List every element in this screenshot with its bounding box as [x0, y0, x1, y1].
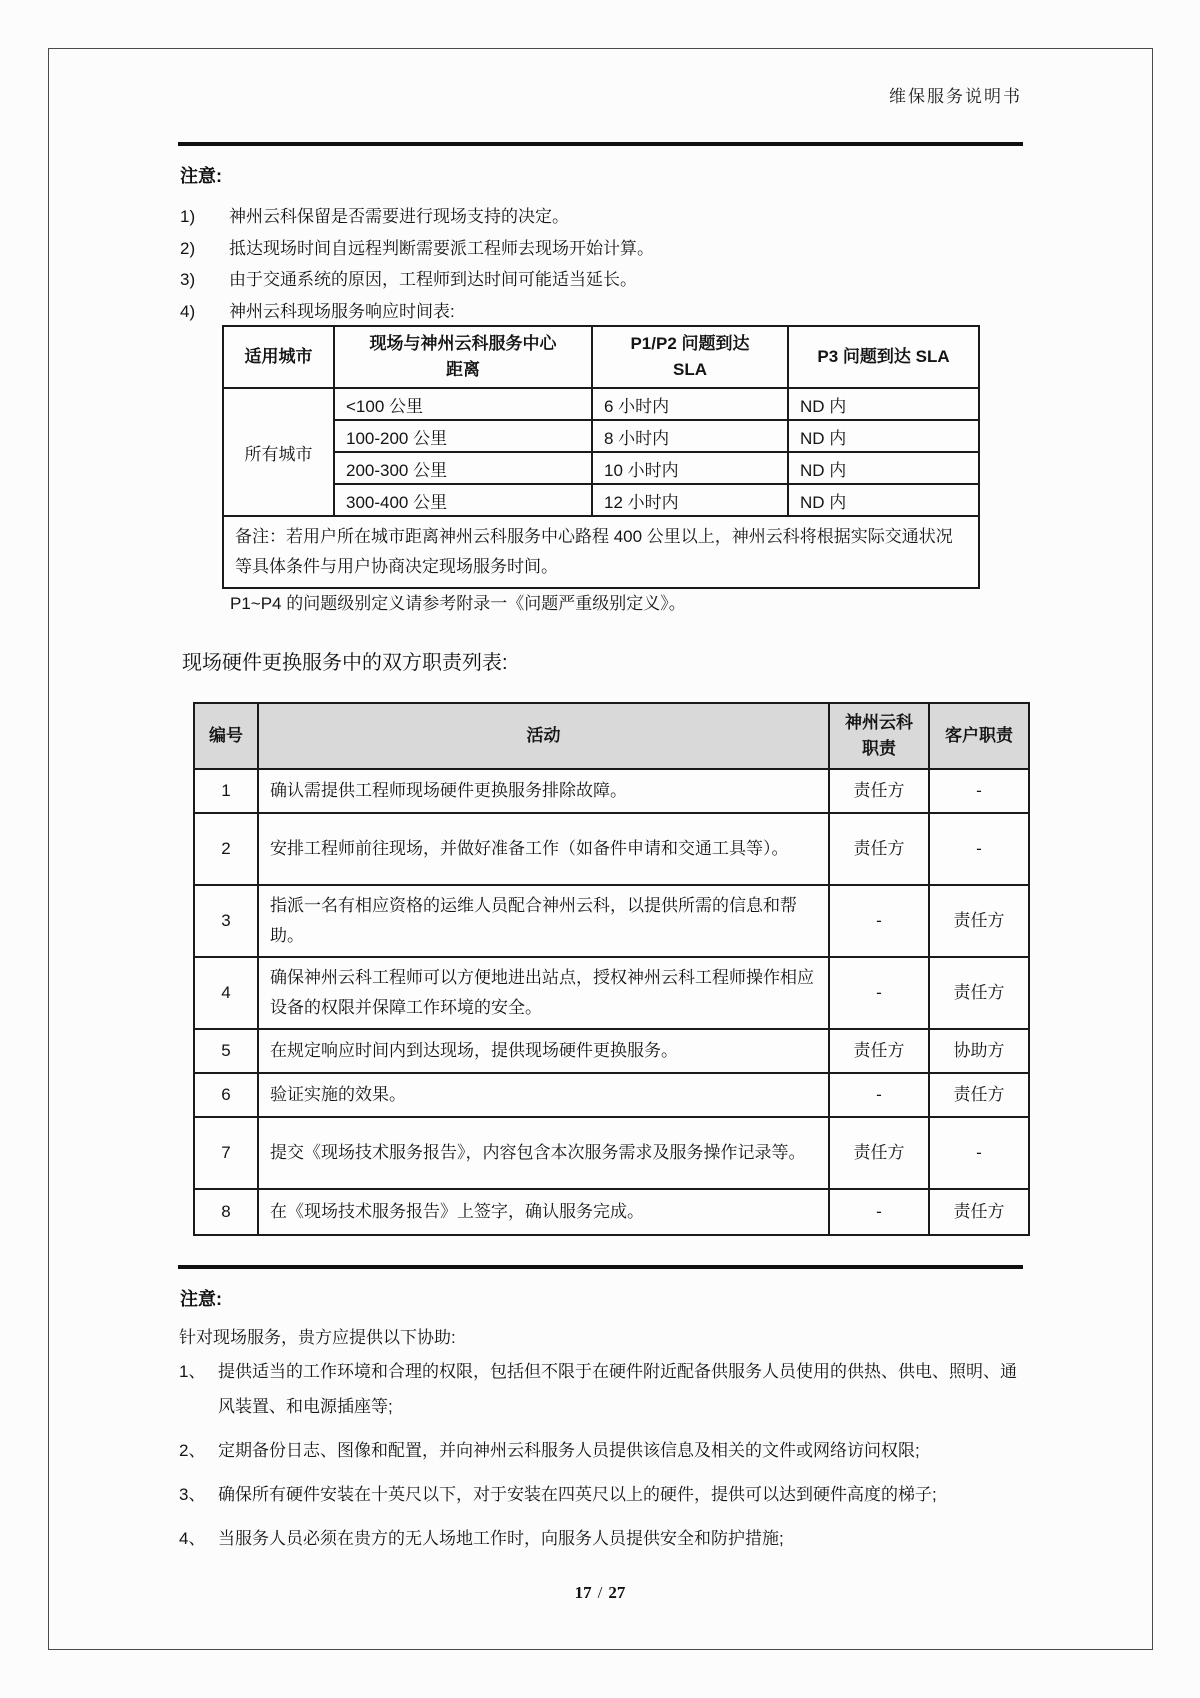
table-row [223, 484, 979, 516]
table-row [194, 957, 1029, 1029]
city-group-cell: 所有城市 [223, 388, 334, 516]
list-item-number: 4) [180, 301, 196, 321]
activity-cell: 验证实施的效果。 [258, 1073, 829, 1117]
vendor-duty-cell: - [829, 957, 929, 1029]
table-row [194, 1117, 1029, 1189]
column-header-line: P1/P2 问题到达 [630, 334, 750, 353]
list-item-text: 抵达现场时间自远程判断需要派工程师去现场开始计算。 [229, 238, 654, 258]
list-item-text: 由于交通系统的原因，工程师到达时间可能适当延长。 [229, 270, 637, 289]
responsibility-table [193, 702, 1030, 1236]
customer-duty-cell: 责任方 [929, 1073, 1029, 1117]
column-header-p1p2-sla [592, 326, 788, 388]
distance-cell: 200-300 公里 [334, 452, 592, 484]
activity-cell: 在《现场技术服务报告》上签字，确认服务完成。 [258, 1189, 829, 1235]
list-item-text: 确保所有硬件安装在十英尺以下，对于安装在四英尺以上的硬件，提供可以达到硬件高度的梯子; [218, 1485, 937, 1504]
vendor-duty-cell: - [829, 1189, 929, 1235]
section-title-responsibilities: 现场硬件更换服务中的双方职责列表: [182, 652, 508, 674]
activity-cell: 指派一名有相应资格的运维人员配合神州云科，以提供所需的信息和帮助。 [258, 885, 829, 957]
activity-cell: 在规定响应时间内到达现场，提供现场硬件更换服务。 [258, 1029, 829, 1073]
column-header-customer-duty: 客户职责 [929, 703, 1029, 769]
distance-cell: <100 公里 [334, 388, 592, 420]
list-item-number: 4、 [179, 1529, 206, 1548]
activity-cell: 确保神州云科工程师可以方便地进出站点，授权神州云科工程师操作相应设备的权限并保障工作环境的安全。 [258, 957, 829, 1029]
column-header-activity: 活动 [258, 703, 829, 769]
p1p2-sla-cell: 8 小时内 [592, 420, 788, 452]
row-number-cell: 8 [194, 1189, 258, 1235]
column-header-city: 适用城市 [223, 326, 334, 388]
table-header-row [194, 703, 1029, 769]
table-row [194, 769, 1029, 813]
sla-response-table [222, 325, 980, 589]
list-item-text: 神州云科现场服务响应时间表: [229, 301, 455, 321]
list-item [179, 1433, 1028, 1468]
row-number-cell: 1 [194, 769, 258, 813]
list-item [179, 1477, 1028, 1512]
distance-cell: 100-200 公里 [334, 420, 592, 452]
p3-sla-cell: ND 内 [788, 484, 979, 516]
list-item-number: 1) [180, 207, 196, 226]
list-item-number: 2) [180, 238, 196, 258]
p1p2-sla-cell: 12 小时内 [592, 484, 788, 516]
vendor-duty-cell: 责任方 [829, 1029, 929, 1073]
list-item [180, 201, 1025, 233]
table-row [194, 813, 1029, 885]
column-header-line: 神州云科 [845, 713, 913, 732]
note-heading-bottom: 注意: [180, 1289, 222, 1309]
p3-sla-cell: ND 内 [788, 452, 979, 484]
column-header-line: 现场与神州云科服务中心 [369, 334, 557, 353]
column-header-distance [334, 326, 592, 388]
list-item [180, 233, 1025, 265]
column-header-line: 距离 [446, 360, 480, 379]
customer-duty-cell: - [929, 1117, 1029, 1189]
table-row [194, 1073, 1029, 1117]
row-number-cell: 2 [194, 813, 258, 885]
p1p2-sla-cell: 6 小时内 [592, 388, 788, 420]
customer-duty-cell: 责任方 [929, 957, 1029, 1029]
table-row [194, 885, 1029, 957]
document-header-title: 维保服务说明书 [889, 87, 1022, 106]
severity-definition-note: P1~P4 的问题级别定义请参考附录一《问题严重级别定义》。 [230, 594, 686, 613]
list-item-text: 定期备份日志、图像和配置，并向神州云科服务人员提供该信息及相关的文件或网络访问权限; [218, 1441, 920, 1460]
customer-duty-cell: - [929, 769, 1029, 813]
vendor-duty-cell: 责任方 [829, 813, 929, 885]
column-header-no: 编号 [194, 703, 258, 769]
top-numbered-list [180, 201, 1025, 327]
customer-duty-cell: 责任方 [929, 885, 1029, 957]
header-rule [178, 142, 1023, 146]
table-row [223, 452, 979, 484]
row-number-cell: 4 [194, 957, 258, 1029]
activity-cell: 确认需提供工程师现场硬件更换服务排除故障。 [258, 769, 829, 813]
activity-cell: 提交《现场技术服务报告》，内容包含本次服务需求及服务操作记录等。 [258, 1117, 829, 1189]
list-item [180, 264, 1025, 296]
section-divider-rule [178, 1265, 1023, 1269]
list-item-number: 1、 [179, 1362, 206, 1381]
page-number [0, 1583, 1200, 1603]
list-item-text: 提供适当的工作环境和合理的权限，包括但不限于在硬件附近配备供服务人员使用的供热、供电、照明、通风装置、和电源插座等; [218, 1362, 1017, 1416]
list-item [179, 1354, 1028, 1424]
table-row [223, 388, 979, 420]
list-item-number: 3、 [179, 1485, 206, 1504]
bottom-numbered-list [179, 1354, 1028, 1565]
customer-duty-cell: 协助方 [929, 1029, 1029, 1073]
p3-sla-cell: ND 内 [788, 388, 979, 420]
p3-sla-cell: ND 内 [788, 420, 979, 452]
column-header-vendor-duty [829, 703, 929, 769]
table-row [194, 1189, 1029, 1235]
note-intro-text: 针对现场服务，贵方应提供以下协助: [179, 1328, 456, 1347]
current-page-number: 17 [574, 1583, 592, 1602]
vendor-duty-cell: 责任方 [829, 1117, 929, 1189]
table-header-row [223, 326, 979, 388]
list-item [179, 1521, 1028, 1556]
table-note-cell: 备注：若用户所在城市距离神州云科服务中心路程 400 公里以上，神州云科将根据实际交通状况等具体条件与用户协商决定现场服务时间。 [223, 516, 979, 588]
vendor-duty-cell: - [829, 885, 929, 957]
list-item-number: 2、 [179, 1441, 206, 1460]
column-header-p3-sla: P3 问题到达 SLA [788, 326, 979, 388]
list-item-text: 当服务人员必须在贵方的无人场地工作时，向服务人员提供安全和防护措施; [218, 1529, 784, 1548]
total-page-number: 27 [608, 1583, 626, 1602]
vendor-duty-cell: 责任方 [829, 769, 929, 813]
note-heading-top: 注意: [180, 166, 222, 186]
customer-duty-cell: 责任方 [929, 1189, 1029, 1235]
vendor-duty-cell: - [829, 1073, 929, 1117]
column-header-line: SLA [673, 360, 707, 379]
list-item-number: 3) [180, 270, 196, 289]
row-number-cell: 7 [194, 1117, 258, 1189]
row-number-cell: 3 [194, 885, 258, 957]
column-header-line: 职责 [862, 739, 896, 758]
p1p2-sla-cell: 10 小时内 [592, 452, 788, 484]
row-number-cell: 6 [194, 1073, 258, 1117]
table-row [194, 1029, 1029, 1073]
table-note-row [223, 516, 979, 588]
list-item-text: 神州云科保留是否需要进行现场支持的决定。 [229, 207, 569, 226]
distance-cell: 300-400 公里 [334, 484, 592, 516]
page-number-separator: / [597, 1583, 603, 1602]
customer-duty-cell: - [929, 813, 1029, 885]
activity-cell: 安排工程师前往现场，并做好准备工作（如备件申请和交通工具等）。 [258, 813, 829, 885]
list-item [180, 296, 1025, 328]
row-number-cell: 5 [194, 1029, 258, 1073]
table-row [223, 420, 979, 452]
